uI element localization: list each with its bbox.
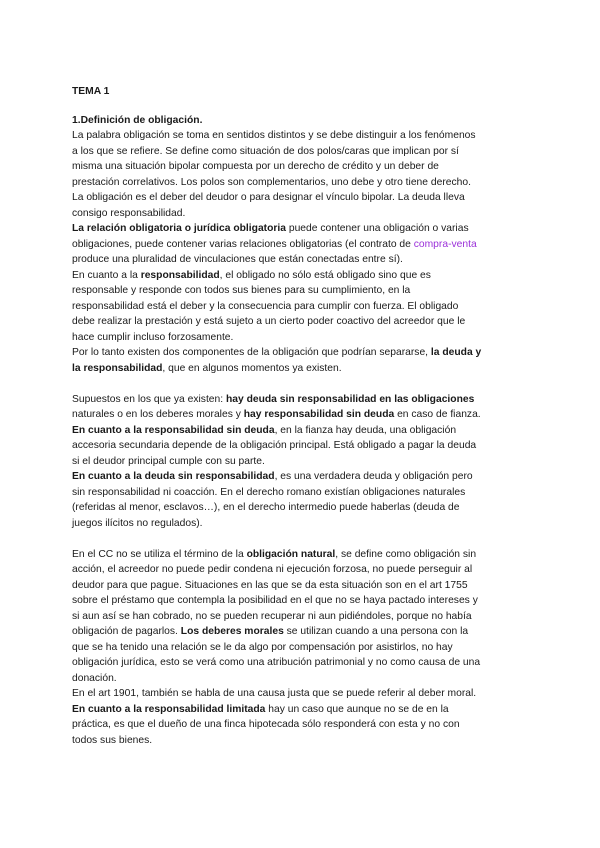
paragraph-supuestos: Supuestos en los que ya existen: hay deuda sin responsabilidad en las obligaciones naturales o en los deberes morales y hay responsabilidad sin deuda en caso de fianza. — [72, 393, 481, 420]
bold-term: la deuda y la responsabilidad — [72, 347, 482, 374]
bold-term: En cuanto a la responsabilidad limitada — [72, 703, 266, 715]
bold-term: hay deuda sin responsabilidad en las obligaciones — [225, 393, 475, 405]
paragraph-gap — [72, 376, 482, 392]
paragraph-definition: La palabra obligación se toma en sentidos distintos y se debe distinguir a los fenómenos a los que se refiere. Se define como situación de dos polos/caras que implican por sí misma una situación bipolar compuesta por un derecho de crédito y un deber de prestación correlativos. Los polos son complementarios, uno debe y otro tiene derecho. La obligación es el deber del deudor o para designar el vínculo bipolar. La deuda lleva consigo responsabilidad. — [72, 130, 476, 219]
document-title: TEMA 1 — [72, 86, 110, 97]
bold-term: hay responsabilidad sin deuda — [243, 409, 395, 420]
paragraph-componentes: Por lo tanto existen dos componentes de la obligación que podrían separarse, la deuda y la responsabilidad, que en algunos momentos ya existen. — [72, 347, 482, 374]
compra-venta-link[interactable]: compra-venta — [413, 238, 477, 250]
paragraph-responsabilidad-limitada: En cuanto a la responsabilidad limitada hay un caso que aunque no se de en la práctica, es que el dueño de una finca hipotecada sólo responderá con esta y no con todos sus bienes. — [72, 703, 460, 746]
paragraph-deuda-sin-responsabilidad: En cuanto a la deuda sin responsabilidad, es una verdadera deuda y obligación pero sin responsabilidad ni coacción. En el derecho romano existían obligaciones naturales (referidas al menor, esclavos…), en el derecho intermedio puede haberlas (deuda de juegos ilícitos no regulados). — [72, 471, 473, 529]
bold-term: En cuanto a la deuda sin responsabilidad — [72, 471, 275, 482]
paragraph-art-1901: En el art 1901, también se habla de una causa justa que se puede referir al deber moral. — [72, 688, 477, 699]
paragraph-obligacion-natural: En el CC no se utiliza el término de la obligación natural, se define como obligación sin acción, el acreedor no puede pedir condena ni ejecución forzosa, no puede perseguir al deudor para que pague. Situaciones en las que se da esta situación son en el art 1755 sobre el préstamo que contempla la posibilidad en el que no se haya pactado intereses y si aun así se han cobrado, no se pueden recuperar ni aun pidiéndoles, porque no había obligación de pagarlos. Los deberes morales se utilizan cuando a una persona con la que se ha tenido una relación se le da algo por compensación por asistirlos, no hay obligación jurídica, esto se verá como una atribución patrimonial y no como causa de una donación. — [72, 548, 481, 684]
bold-term: responsabilidad — [140, 269, 220, 281]
bold-term: La relación obligatoria o jurídica obligatoria — [72, 223, 286, 234]
bold-term: obligación natural — [246, 548, 336, 560]
document-page — [72, 84, 482, 748]
bold-term: En cuanto a la responsabilidad sin deuda — [72, 424, 275, 436]
paragraph-responsabilidad: En cuanto a la responsabilidad, el obligado no sólo está obligado sino que es responsable y responde con todos sus bienes para su cumplimiento, en la responsabilidad está el deber y la consecuencia para cumplir con fuerza. El obligado debe realizar la prestación y está sujeto a un cierto poder coactivo del acreedor que le hace cumplir incluso forzosamente. — [72, 269, 466, 343]
paragraph-responsabilidad-sin-deuda: En cuanto a la responsabilidad sin deuda, en la fianza hay deuda, una obligación accesoria secundaria depende de la obligación principal. Está obligado a pagar la deuda si el deudor principal cumple con su parte. — [72, 424, 477, 467]
bold-term: Los deberes morales — [180, 626, 284, 637]
section-heading: 1.Definición de obligación. — [72, 114, 203, 126]
paragraph-relacion-obligatoria: La relación obligatoria o jurídica obligatoria puede contener una obligación o varias obligaciones, puede contener varias relaciones obligatorias (el contrato de compra-venta produce una pluralidad de vinculaciones que están conectadas entre sí). — [72, 223, 477, 265]
paragraph-gap — [72, 531, 482, 547]
